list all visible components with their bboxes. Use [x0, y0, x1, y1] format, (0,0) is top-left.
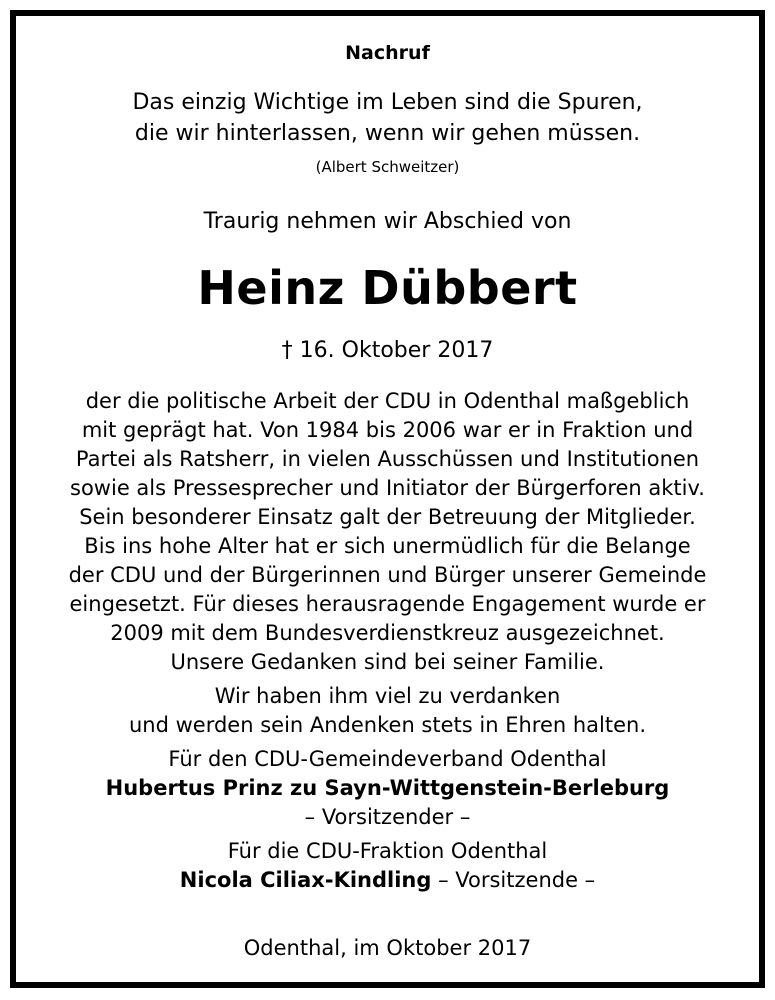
- notice-heading: Nachruf: [345, 42, 430, 64]
- obituary-notice: [10, 10, 765, 988]
- quote-author: (Albert Schweitzer): [315, 158, 460, 176]
- signatory-1-name: Hubertus Prinz zu Sayn-Wittgenstein-Berleburg: [105, 776, 670, 800]
- tribute-line-6: Bis ins hohe Alter hat er sich unermüdlich für die Belange: [84, 534, 691, 558]
- deceased-name: Heinz Dübbert: [197, 261, 578, 315]
- tribute-line-8: eingesetzt. Für dieses herausragende Engagement wurde er: [69, 592, 706, 616]
- death-date: † 16. Oktober 2017: [281, 338, 494, 363]
- gratitude-line-1: Wir haben ihm viel zu verdanken: [214, 684, 561, 708]
- tribute-line-9: 2009 mit dem Bundesverdienstkreuz ausgezeichnet.: [110, 621, 665, 645]
- quote-line-1: Das einzig Wichtige im Leben sind die Spuren,: [132, 90, 643, 115]
- tribute-line-1: der die politische Arbeit der CDU in Odenthal maßgeblich: [85, 389, 690, 413]
- signatory-2-line: [16, 868, 759, 892]
- signatory-1-organization: Für den CDU-Gemeindeverband Odenthal: [168, 747, 607, 771]
- intro-text: Traurig nehmen wir Abschied von: [203, 209, 572, 234]
- signatory-2-name: Nicola Ciliax-Kindling: [179, 868, 432, 892]
- quote-line-2: die wir hinterlassen, wenn wir gehen müssen.: [134, 121, 641, 146]
- tribute-line-3: Partei als Ratsherr, in vielen Ausschüssen und Institutionen: [75, 447, 700, 471]
- tribute-line-5: Sein besonderer Einsatz galt der Betreuung der Mitglieder.: [79, 505, 696, 529]
- signatory-1-role: – Vorsitzender –: [304, 805, 471, 829]
- signatory-2-organization: Für die CDU-Fraktion Odenthal: [227, 839, 548, 863]
- signatory-2-role: – Vorsitzende –: [438, 868, 596, 892]
- tribute-line-10: Unsere Gedanken sind bei seiner Familie.: [170, 650, 605, 674]
- tribute-line-4: sowie als Pressesprecher und Initiator der Bürgerforen aktiv.: [70, 476, 705, 500]
- gratitude-line-2: und werden sein Andenken stets in Ehren halten.: [128, 713, 647, 737]
- tribute-line-7: der CDU und der Bürgerinnen und Bürger unserer Gemeinde: [68, 563, 707, 587]
- tribute-line-2: mit geprägt hat. Von 1984 bis 2006 war er in Fraktion und: [81, 418, 694, 442]
- place-and-date: Odenthal, im Oktober 2017: [243, 936, 532, 960]
